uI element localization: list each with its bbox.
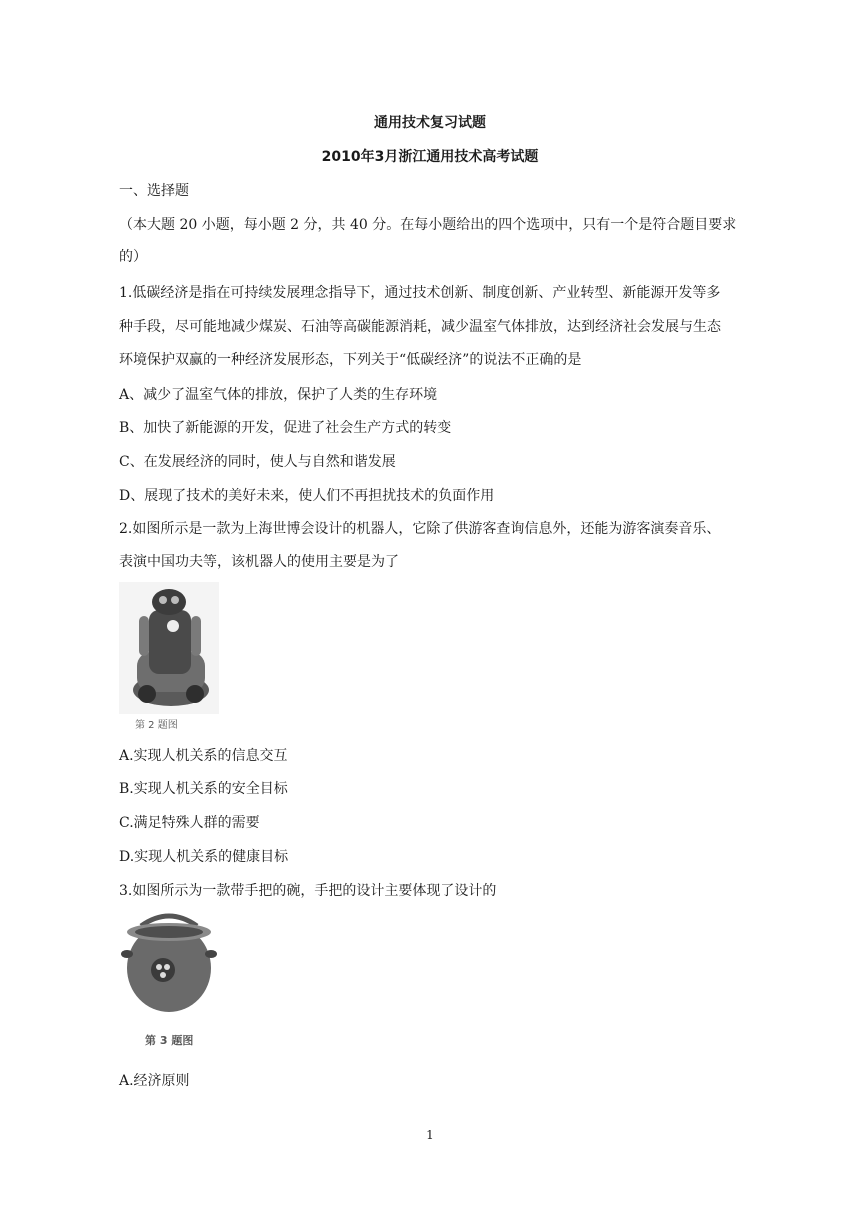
question-2-option-c: C.满足特殊人群的需要 [119,815,260,831]
document-subtitle: 2010年3月浙江通用技术高考试题 [321,149,539,165]
bowl-figure [119,910,229,1052]
question-1-stem: 环境保护双赢的一种经济发展形态，下列关于“低碳经济”的说法不正确的是 [119,352,582,368]
section-heading: 一、选择题 [119,183,189,199]
question-1-option-c: C、在发展经济的同时，使人与自然和谐发展 [119,454,396,470]
question-2-option-d: D.实现人机关系的健康目标 [119,849,289,865]
bowl-image [119,910,219,1022]
instructions-line: 的） [119,249,147,265]
question-2-stem: 2.如图所示是一款为上海世博会设计的机器人，它除了供游客查询信息外，还能为游客演奏音乐、 [119,521,721,537]
question-1-option-a: A、减少了温室气体的排放，保护了人类的生存环境 [119,387,438,403]
question-2-stem: 表演中国功夫等，该机器人的使用主要是为了 [119,554,399,570]
question-1-stem: 种手段，尽可能地减少煤炭、石油等高碳能源消耗，减少温室气体排放，达到经济社会发展与生态 [119,319,721,335]
question-2-option-b: B.实现人机关系的安全目标 [119,781,288,797]
question-2-option-a: A.实现人机关系的信息交互 [119,748,288,764]
question-1-stem: 1.低碳经济是指在可持续发展理念指导下，通过技术创新、制度创新、产业转型、新能源开发等多 [119,285,721,301]
question-1-option-d: D、展现了技术的美好未来，使人们不再担扰技术的负面作用 [119,488,495,504]
question-3-stem: 3.如图所示为一款带手把的碗，手把的设计主要体现了设计的 [119,883,497,899]
question-1-option-b: B、加快了新能源的开发，促进了社会生产方式的转变 [119,420,452,436]
robot-figure [119,582,219,732]
page-number: 1 [426,1128,434,1142]
figure-3-caption: 第 3 题图 [145,1034,194,1047]
instructions-line: （本大题 20 小题，每小题 2 分，共 40 分。在每小题给出的四个选项中，只有一个是符合题目要求 [119,217,737,233]
robot-image [119,582,219,714]
figure-2-caption: 第 2 题图 [135,720,178,731]
document-title: 通用技术复习试题 [374,115,486,131]
question-3-option-a: A.经济原则 [119,1073,190,1089]
